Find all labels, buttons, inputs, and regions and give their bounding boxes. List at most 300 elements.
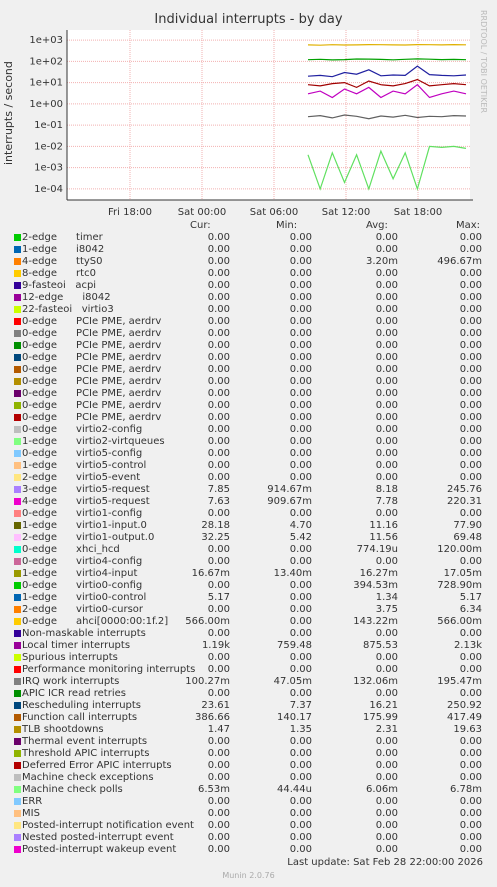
legend-cur: 0.00 [207, 664, 230, 675]
legend-swatch [14, 822, 21, 829]
legend-swatch [14, 426, 21, 433]
legend-min: 0.00 [289, 316, 312, 327]
legend-avg: 0.00 [375, 448, 398, 459]
legend-swatch [14, 546, 21, 553]
legend-row [0, 808, 497, 820]
legend-row [0, 328, 497, 340]
legend-avg: 0.00 [375, 352, 398, 363]
legend-swatch [14, 354, 21, 361]
legend-avg: 0.00 [375, 376, 398, 387]
legend-max: 0.00 [459, 796, 482, 807]
legend-avg: 0.00 [375, 292, 398, 303]
legend-max: 0.00 [459, 400, 482, 411]
legend-label: Machine check polls [22, 784, 123, 795]
legend-max: 220.31 [447, 496, 482, 507]
legend-max: 250.92 [447, 700, 482, 711]
legend-avg: 774.19u [356, 544, 398, 555]
legend-row [0, 520, 497, 532]
legend-avg: 0.00 [375, 508, 398, 519]
legend-min: 0.00 [289, 760, 312, 771]
legend-min: 4.70 [289, 520, 312, 531]
legend-swatch [14, 390, 21, 397]
legend-max: 0.00 [459, 508, 482, 519]
legend-row [0, 592, 497, 604]
legend-label: 4-edge ttyS0 [22, 256, 103, 267]
legend-cur: 0.00 [207, 772, 230, 783]
legend-row [0, 688, 497, 700]
legend-label: APIC ICR read retries [22, 688, 126, 699]
legend-max: 0.00 [459, 412, 482, 423]
legend-min: 0.00 [289, 388, 312, 399]
legend-row [0, 304, 497, 316]
legend-row [0, 700, 497, 712]
legend-max: 2.13k [453, 640, 482, 651]
legend-cur: 0.00 [207, 604, 230, 615]
legend-swatch [14, 366, 21, 373]
legend-min: 0.00 [289, 400, 312, 411]
legend-max: 0.00 [459, 268, 482, 279]
legend-min: 0.00 [289, 412, 312, 423]
legend-label: Spurious interrupts [22, 652, 118, 663]
legend-max: 0.00 [459, 364, 482, 375]
legend-swatch [14, 282, 21, 289]
legend-max: 0.00 [459, 448, 482, 459]
legend-cur: 0.00 [207, 244, 230, 255]
legend-max: 417.49 [447, 712, 482, 723]
legend-row [0, 556, 497, 568]
legend-row [0, 376, 497, 388]
legend-min: 7.37 [289, 700, 312, 711]
legend-min: 0.00 [289, 664, 312, 675]
legend-cur: 1.47 [207, 724, 230, 735]
legend-avg: 0.00 [375, 280, 398, 291]
legend-max: 17.05m [443, 568, 482, 579]
legend-label: 0-edge virtio2-config [22, 424, 143, 435]
legend-min: 0.00 [289, 796, 312, 807]
legend-cur: 0.00 [207, 364, 230, 375]
legend-label: TLB shootdowns [22, 724, 104, 735]
legend-cur: 28.18 [201, 520, 230, 531]
legend-cur: 0.00 [207, 508, 230, 519]
legend-cur: 0.00 [207, 448, 230, 459]
legend-min: 0.00 [289, 652, 312, 663]
legend-avg: 0.00 [375, 628, 398, 639]
legend-row [0, 712, 497, 724]
legend-label: 0-edge PCIe PME, aerdrv [22, 328, 162, 339]
y-tick-label: 1e+02 [29, 56, 63, 68]
legend-avg: 6.06m [365, 784, 398, 795]
legend-cur: 0.00 [207, 268, 230, 279]
legend-avg: 0.00 [375, 772, 398, 783]
legend-avg: 16.21 [369, 700, 398, 711]
legend-cur: 0.00 [207, 256, 230, 267]
legend-cur: 0.00 [207, 796, 230, 807]
legend-max: 0.00 [459, 388, 482, 399]
legend-row [0, 748, 497, 760]
legend-avg: 3.75 [375, 604, 398, 615]
legend-swatch [14, 306, 21, 313]
legend-swatch [14, 774, 21, 781]
legend-max: 77.90 [453, 520, 482, 531]
legend-swatch [14, 582, 21, 589]
legend-swatch [14, 258, 21, 265]
legend-row [0, 400, 497, 412]
legend-max: 728.90m [437, 580, 482, 591]
legend-cur: 0.00 [207, 748, 230, 759]
legend-swatch [14, 846, 21, 853]
legend-swatch [14, 642, 21, 649]
legend-cur: 0.00 [207, 328, 230, 339]
legend-avg: 0.00 [375, 340, 398, 351]
legend-cur: 0.00 [207, 352, 230, 363]
legend-avg: 394.53m [353, 580, 398, 591]
legend-min: 0.00 [289, 604, 312, 615]
legend-min: 914.67m [267, 484, 312, 495]
legend-cur: 0.00 [207, 736, 230, 747]
chart-title: Individual interrupts - by day [154, 12, 343, 27]
col-cur: Cur: [190, 220, 211, 231]
legend-label: 1-edge virtio1-input.0 [22, 520, 147, 531]
legend-row [0, 676, 497, 688]
legend-row [0, 580, 497, 592]
legend-max: 0.00 [459, 736, 482, 747]
legend-label: Local timer interrupts [22, 640, 131, 651]
y-tick-label: 1e+01 [29, 77, 63, 89]
legend-avg: 0.00 [375, 748, 398, 759]
legend-label: 2-edge virtio5-event [22, 472, 141, 483]
legend-swatch [14, 654, 21, 661]
legend-label: 0-edge ahci[0000:00:1f.2] [22, 616, 169, 627]
legend-label: 1-edge virtio4-input [22, 568, 138, 579]
legend-cur: 0.00 [207, 832, 230, 843]
legend-max: 0.00 [459, 376, 482, 387]
legend-min: 0.00 [289, 808, 312, 819]
legend-swatch [14, 786, 21, 793]
legend-min: 0.00 [289, 328, 312, 339]
legend-min: 0.00 [289, 844, 312, 855]
legend-min: 0.00 [289, 448, 312, 459]
legend-label: Nested posted-interrupt event [22, 832, 174, 843]
legend-row [0, 832, 497, 844]
legend-max: 0.00 [459, 844, 482, 855]
legend-max: 0.00 [459, 820, 482, 831]
legend-cur: 566.00m [185, 616, 230, 627]
legend-max: 0.00 [459, 292, 482, 303]
legend-cur: 23.61 [201, 700, 230, 711]
legend-avg: 0.00 [375, 736, 398, 747]
legend-cur: 7.63 [207, 496, 230, 507]
legend-row [0, 640, 497, 652]
legend-label: 4-edge virtio5-request [22, 496, 150, 507]
legend-max: 0.00 [459, 352, 482, 363]
legend-min: 5.42 [289, 532, 312, 543]
legend-max: 0.00 [459, 328, 482, 339]
legend-label: 12-edge i8042 [22, 292, 111, 303]
legend-swatch [14, 570, 21, 577]
legend-label: 0-edge virtio0-config [22, 580, 143, 591]
legend-max: 0.00 [459, 772, 482, 783]
legend-avg: 175.99 [363, 712, 398, 723]
legend-swatch [14, 522, 21, 529]
legend-label: 0-edge PCIe PME, aerdrv [22, 376, 162, 387]
legend-avg: 0.00 [375, 244, 398, 255]
legend-avg: 0.00 [375, 304, 398, 315]
legend-label: IRQ work interrupts [22, 676, 120, 687]
legend-avg: 875.53 [363, 640, 398, 651]
legend-min: 0.00 [289, 376, 312, 387]
legend-row [0, 340, 497, 352]
legend-min: 13.40m [273, 568, 312, 579]
series-line [308, 45, 466, 46]
legend-min: 0.00 [289, 580, 312, 591]
legend-row [0, 508, 497, 520]
legend-avg: 0.00 [375, 472, 398, 483]
legend-avg: 3.20m [365, 256, 398, 267]
legend-swatch [14, 726, 21, 733]
legend-min: 0.00 [289, 436, 312, 447]
legend-cur: 0.00 [207, 304, 230, 315]
legend-max: 0.00 [459, 556, 482, 567]
legend-avg: 0.00 [375, 664, 398, 675]
legend-label: 22-fasteoi virtio3 [22, 304, 114, 315]
legend-swatch [14, 678, 21, 685]
legend-label: 0-edge PCIe PME, aerdrv [22, 316, 162, 327]
legend-row [0, 724, 497, 736]
legend-label: Thermal event interrupts [22, 736, 148, 747]
legend-max: 69.48 [453, 532, 482, 543]
legend-max: 19.63 [453, 724, 482, 735]
legend-avg: 0.00 [375, 820, 398, 831]
legend-avg: 16.27m [359, 568, 398, 579]
legend-swatch [14, 270, 21, 277]
side-label: RRDTOOL / TOBI OETIKER [479, 10, 488, 114]
legend-cur: 0.00 [207, 316, 230, 327]
legend-label: 2-edge timer [22, 232, 103, 243]
legend-swatch [14, 618, 21, 625]
legend-label: MIS [22, 808, 40, 819]
legend-avg: 0.00 [375, 388, 398, 399]
legend-swatch [14, 342, 21, 349]
legend-cur: 0.00 [207, 544, 230, 555]
legend-max: 0.00 [459, 832, 482, 843]
legend-row [0, 292, 497, 304]
legend-max: 0.00 [459, 424, 482, 435]
legend-max: 0.00 [459, 460, 482, 471]
legend-label: Performance monitoring interrupts [22, 664, 196, 675]
legend-avg: 8.18 [375, 484, 398, 495]
legend-label: 9-fasteoi acpi [22, 280, 97, 291]
legend-avg: 0.00 [375, 400, 398, 411]
legend-max: 0.00 [459, 280, 482, 291]
legend-label: 0-edge PCIe PME, aerdrv [22, 340, 162, 351]
y-tick-label: 1e+00 [29, 98, 63, 110]
legend-cur: 0.00 [207, 460, 230, 471]
legend-max: 0.00 [459, 748, 482, 759]
legend-swatch [14, 234, 21, 241]
legend-min: 0.00 [289, 340, 312, 351]
legend-row [0, 760, 497, 772]
legend-row [0, 448, 497, 460]
legend-cur: 0.00 [207, 232, 230, 243]
legend-label: Posted-interrupt wakeup event [22, 844, 177, 855]
legend-cur: 0.00 [207, 760, 230, 771]
legend-min: 0.00 [289, 736, 312, 747]
legend-avg: 0.00 [375, 364, 398, 375]
x-tick-label: Sat 06:00 [249, 207, 299, 218]
col-avg: Avg: [366, 220, 388, 231]
legend-min: 0.00 [289, 460, 312, 471]
legend-avg: 7.78 [375, 496, 398, 507]
legend-label: Function call interrupts [22, 712, 138, 723]
legend-label: Non-maskable interrupts [22, 628, 146, 639]
legend-min: 909.67m [267, 496, 312, 507]
legend-swatch [14, 594, 21, 601]
legend-label: 1-edge i8042 [22, 244, 105, 255]
legend-avg: 2.31 [375, 724, 398, 735]
legend-swatch [14, 750, 21, 757]
legend-min: 0.00 [289, 232, 312, 243]
legend-row [0, 280, 497, 292]
legend-max: 0.00 [459, 688, 482, 699]
legend-cur: 0.00 [207, 412, 230, 423]
legend-min: 0.00 [289, 544, 312, 555]
legend-swatch [14, 438, 21, 445]
legend-row [0, 820, 497, 832]
legend-min: 44.44u [277, 784, 312, 795]
legend-label: 1-edge virtio5-control [22, 460, 147, 471]
legend-swatch [14, 318, 21, 325]
y-tick-label: 1e-01 [34, 120, 63, 132]
legend-row [0, 568, 497, 580]
legend-min: 0.00 [289, 244, 312, 255]
legend-max: 6.34 [459, 604, 482, 615]
legend-row [0, 544, 497, 556]
munin-version: Munin 2.0.76 [222, 871, 275, 880]
legend-max: 0.00 [459, 664, 482, 675]
x-tick-label: Fri 18:00 [108, 207, 152, 218]
legend-min: 0.00 [289, 352, 312, 363]
legend-swatch [14, 666, 21, 673]
legend-cur: 0.00 [207, 808, 230, 819]
legend-swatch [14, 294, 21, 301]
legend-row [0, 604, 497, 616]
legend-swatch [14, 486, 21, 493]
legend-label: 0-edge virtio5-config [22, 448, 143, 459]
legend-row [0, 268, 497, 280]
legend-min: 0.00 [289, 508, 312, 519]
legend-min: 0.00 [289, 592, 312, 603]
legend-row [0, 784, 497, 796]
last-update: Last update: Sat Feb 28 22:00:00 2026 [287, 857, 483, 868]
legend-label: Deferred Error APIC interrupts [22, 760, 172, 771]
legend-swatch [14, 474, 21, 481]
legend-min: 0.00 [289, 292, 312, 303]
legend-swatch [14, 510, 21, 517]
legend-cur: 0.00 [207, 820, 230, 831]
legend-row [0, 484, 497, 496]
legend-row [0, 796, 497, 808]
y-axis-label: interrupts / second [2, 61, 15, 165]
legend-row [0, 436, 497, 448]
legend-cur: 6.53m [197, 784, 230, 795]
legend-swatch [14, 630, 21, 637]
legend-row [0, 844, 497, 856]
legend-row [0, 628, 497, 640]
legend-min: 0.00 [289, 616, 312, 627]
legend-max: 195.47m [437, 676, 482, 687]
legend-max: 0.00 [459, 628, 482, 639]
legend-label: 0-edge virtio4-config [22, 556, 143, 567]
legend-min: 0.00 [289, 304, 312, 315]
legend-cur: 0.00 [207, 652, 230, 663]
legend-cur: 0.00 [207, 472, 230, 483]
legend-cur: 386.66 [195, 712, 230, 723]
legend-cur: 0.00 [207, 844, 230, 855]
legend-row [0, 364, 497, 376]
y-tick-label: 1e+03 [29, 35, 63, 47]
legend-cur: 7.85 [207, 484, 230, 495]
legend-max: 0.00 [459, 232, 482, 243]
legend-row [0, 352, 497, 364]
legend-row [0, 388, 497, 400]
legend-avg: 0.00 [375, 460, 398, 471]
legend-min: 0.00 [289, 748, 312, 759]
legend-cur: 0.00 [207, 628, 230, 639]
legend-row [0, 664, 497, 676]
legend-label: Machine check exceptions [22, 772, 154, 783]
legend-label: 2-edge virtio0-cursor [22, 604, 144, 615]
legend-cur: 0.00 [207, 580, 230, 591]
legend-max: 0.00 [459, 244, 482, 255]
legend-label: 0-edge PCIe PME, aerdrv [22, 352, 162, 363]
legend-cur: 0.00 [207, 292, 230, 303]
col-min: Min: [276, 220, 298, 231]
legend-max: 566.00m [437, 616, 482, 627]
legend-row [0, 532, 497, 544]
legend-swatch [14, 402, 21, 409]
legend-label: 0-edge virtio1-config [22, 508, 143, 519]
legend-label: ERR [22, 796, 43, 807]
legend-label: Posted-interrupt notification event [22, 820, 194, 831]
legend-avg: 0.00 [375, 796, 398, 807]
legend-label: 0-edge xhci_hcd [22, 544, 120, 555]
legend-swatch [14, 462, 21, 469]
legend-cur: 0.00 [207, 376, 230, 387]
legend-avg: 132.06m [353, 676, 398, 687]
legend-min: 759.48 [277, 640, 312, 651]
legend-avg: 143.22m [353, 616, 398, 627]
legend-avg: 1.34 [375, 592, 398, 603]
legend-label: Rescheduling interrupts [22, 700, 142, 711]
legend-avg: 0.00 [375, 808, 398, 819]
legend-row [0, 616, 497, 628]
legend-min: 47.05m [273, 676, 312, 687]
legend-label: 0-edge PCIe PME, aerdrv [22, 364, 162, 375]
legend-min: 0.00 [289, 820, 312, 831]
legend-row [0, 232, 497, 244]
legend-cur: 5.17 [207, 592, 230, 603]
legend-min: 0.00 [289, 832, 312, 843]
legend-swatch [14, 246, 21, 253]
y-tick-label: 1e-04 [34, 183, 63, 195]
plot-area [67, 30, 470, 200]
legend-max: 0.00 [459, 472, 482, 483]
legend-cur: 1.19k [201, 640, 230, 651]
legend-cur: 0.00 [207, 424, 230, 435]
legend-swatch [14, 690, 21, 697]
legend-row [0, 244, 497, 256]
legend-max: 0.00 [459, 340, 482, 351]
